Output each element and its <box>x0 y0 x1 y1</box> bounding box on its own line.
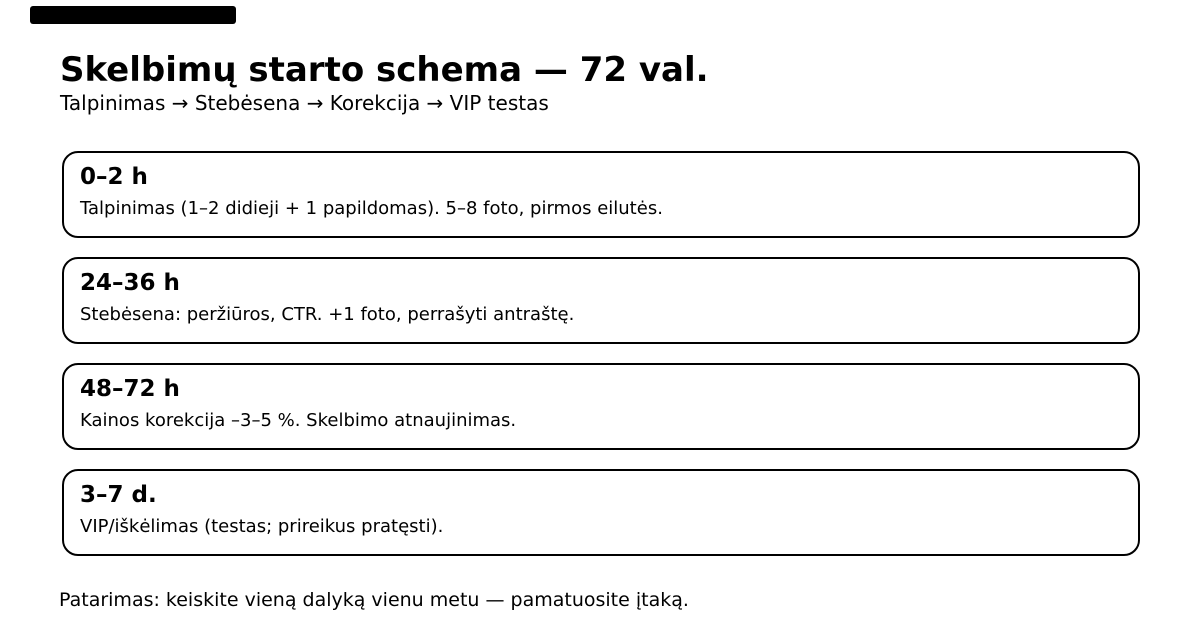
step-time: 24–36 h <box>80 270 180 296</box>
step-card <box>62 257 1140 344</box>
step-time: 48–72 h <box>80 376 180 402</box>
brand-bar <box>30 6 236 24</box>
step-time: 3–7 d. <box>80 482 157 508</box>
timeline-steps <box>62 151 1140 556</box>
footer-tip: Patarimas: keiskite vieną dalyką vienu metu — pamatuosite įtaką. <box>59 589 689 611</box>
flow-subtitle: Talpinimas → Stebėsena → Korekcija → VIP testas <box>60 91 549 115</box>
step-description: Talpinimas (1–2 didieji + 1 papildomas). 5–8 foto, pirmos eilutės. <box>80 197 663 219</box>
step-card <box>62 363 1140 450</box>
step-card <box>62 151 1140 238</box>
step-card <box>62 469 1140 556</box>
step-description: VIP/iškėlimas (testas; prireikus pratęsti). <box>80 515 444 537</box>
page-title: Skelbimų starto schema — 72 val. <box>60 50 709 90</box>
step-description: Stebėsena: peržiūros, CTR. +1 foto, perrašyti antraštę. <box>80 303 575 325</box>
step-time: 0–2 h <box>80 164 148 190</box>
step-description: Kainos korekcija –3–5 %. Skelbimo atnaujinimas. <box>80 409 517 431</box>
